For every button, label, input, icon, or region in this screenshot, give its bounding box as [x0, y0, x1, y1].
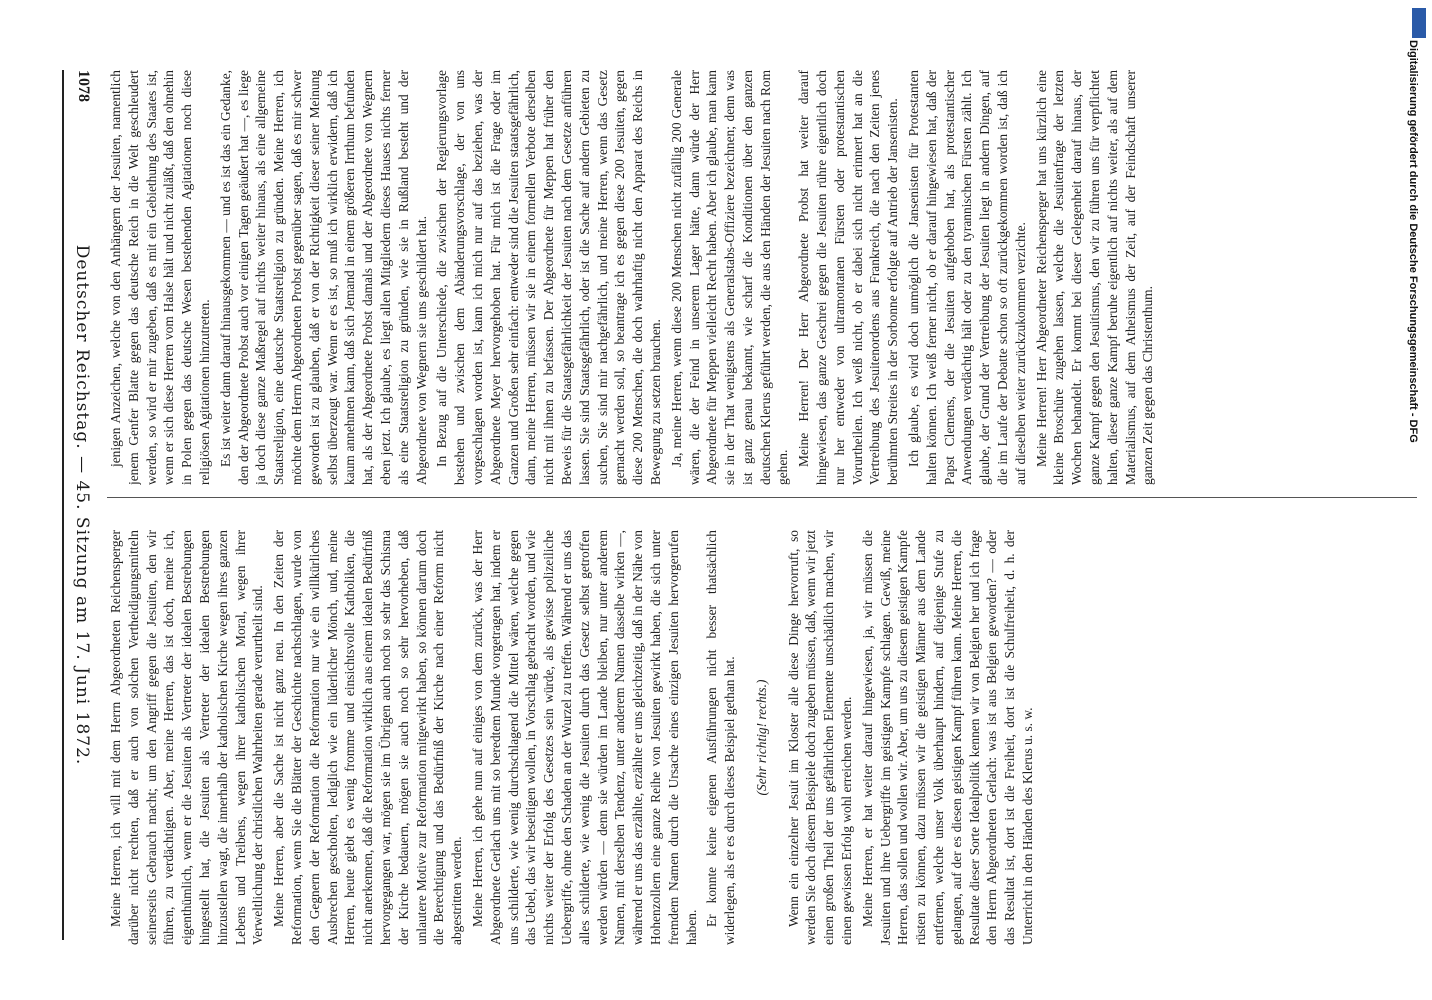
- paragraph: Meine Herren, ich gehe nun auf einiges von dem zurück, was der Herr Abgeordnete Gerlach uns mit so beredtem Munde vorgetragen hat, indem er uns schilderte, wie wenig durchschlagend die Mittel wären, welche gegen das Uebel, das wir beseitigen wollen, in Vorschlag gebracht worden, und wie nichts weiter der Erfolg des Gesetzes sein würde, als gewisse polizeiliche Uebergriffe, ohne den Schaden an der Wurzel zu treffen. Während er uns das alles schilderte, wie wenig die Jesuiten durch das Gesetz selbst getroffen werden würden — denn sie würden im Lande bleiben, nur unter anderem Namen, mit derselben Tendenz, unter anderem Namen dasselbe wirken —, während er uns das erzählte, erzählte er uns gleichzeitig, daß in der Nähe von Hohenzollern eine ganze Reihe von Jesuiten gewirkt haben, die sich unter fremdem Namen durch die Ursache eines einzigen Jesuiten hervorgerufen haben.: [469, 530, 699, 945]
- paragraph: Wenn ein einzelner Jesuit im Kloster alle diese Dinge hervorruft, so werden Sie doch diesem Beispiele doch zugeben müssen, daß, wenn wir jetzt einen großen Theil der uns gefährlichen Elemente unschädlich machen, wir einen gewissen Erfolg wohl erreichen werden.: [785, 530, 855, 945]
- text-column-right: [107, 530, 1417, 945]
- digitization-credit: Digitalisierung gefördert durch die Deutsche Forschungsgemeinschaft - DFG: [1407, 40, 1419, 443]
- paragraph: Meine Herren, er hat weiter darauf hingewiesen, ja, wir müssen die Jesuiten und ihre Uebergriffe im geistigen Kampfe schlagen. Gewiß, meine Herren, das sollen und wollen wir. Aber, um uns zu diesem geistigen Kampfe rüsten zu können, dazu müssen wir die geistigen Männer aus dem Lande entfernen, welche unser Volk überhaupt hindern, auf diejenige Stufe zu gelangen, auf der es diesen geistigen Kampf führen kann. Meine Herren, die Resultate dieser Sorte Idealpolitik kennen wir von Belgien her und ich frage den Herrn Abgeordneten Gerlach: was ist aus Belgien geworden? — oder das Resultat ist, dort ist die Freiheit, dort ist die Schulfreiheit, d. h. der Unterricht in den Händen des Klerus u. s. w.: [859, 530, 1036, 945]
- paragraph: Er konnte keine eigenen Ausführungen nicht besser thatsächlich widerlegen, als er es durch dieses Beispiel gethan hat.: [704, 530, 738, 945]
- paragraph: Es ist weiter dann darauf hinausgekommen — und es ist das ein Gedanke, den der Abgeordnete Probst auch vor einigen Tagen geäußert hat —, es liege ja doch diese ganze Maßregel auf nichts weiter hinaus, als eine allgemeine Staatsreligion, eine deutsche Staatsreligion zu gründen. Meine Herren, ich möchte dem Herrn Abgeordneten Probst gegenüber sagen, daß es mir schwer geworden ist zu glauben, daß er von der Richtigkeit dieser seiner Meinung selbst überzeugt war. Wenn er es ist, so muß ich wirklich erwidern, daß ich kaum annehmen kann, daß sich Jemand in einem größeren Irrthum befunden hat, als der Abgeordnete Probst damals und der Abgeordnete von Wegnern eben jetzt. Ich glaube, es liegt allen Mitgliedern dieses Hauses nichts ferner als eine Staatsreligion zu gründen, wie sie in Rußland besteht und der Abgeordnete von Wegnern sie uns geschildert hat.: [217, 70, 429, 485]
- paragraph: Meine Herren, aber die Sache ist nicht ganz neu. In den Zeiten der Reformation, wenn Sie die Blätter der Geschichte nachschlagen, wurde von den Gegnern der Reformation die Reformation nur wie ein willkürliches Ausbrechen gescholten, lediglich wie ein lüderlicher Mönch, und, meine Herren, heute giebt es wenig fromme und einsichtsvolle Katholiken, die nicht anerkennen, daß die Reformation wirklich aus einem idealen Bedürfniß hervorgegangen war, mögen sie im Übrigen auch noch so sehr das Schisma der Kirche bedauern, mögen sie auch noch so sehr hervorheben, daß unlautere Motive zur Reformation mitgewirkt haben, so können darum doch die Berechtigung und das Bedürfniß der Kirche nach einer Reform nicht abgestritten werden.: [271, 530, 465, 945]
- running-title: Deutscher Reichstag. — 45. Sitzung am 17. Juni 1872.: [72, 244, 92, 766]
- paragraph: Ich glaube, es wird doch unmöglich die Jansenisten für Protestanten halten können. Ich weiß ferner nicht, ob er darauf hingewiesen hat, daß der Papst Clemens, der die Jesuiten aufgehoben hat, als protestantischer Anwendungen verdächtig hält oder zu den tyrannischen Fürsten zählt. Ich glaube, der Grund der Vertreibung der Jesuiten liegt in andern Dingen, auf die im Laufe der Debatte schon so oft zurückgekommen worden ist, daß ich auf dieselben weiter zurückzukommen verzichte.: [906, 70, 1028, 485]
- text-column-left: [107, 70, 1417, 485]
- paragraph: jenigen Anzeichen, welche von den Anhängern der Jesuiten, namentlich jenem Genfer Blatte gegen das deutsche Reich in die Welt geschleudert werden, so wird er mir zugeben, daß es mit ein Gebiethung des Staates ist, wenn er sich diese Herren vom Halse hält und nicht zuläßt, daß den ohnehin in Polen gegen das deutsche Wesen bestehenden Agitationen noch diese religiösen Agitationen hinzutreten.: [108, 70, 212, 485]
- header-rule: [62, 70, 64, 940]
- paragraph: Meine Herren, ich will mit dem Herrn Abgeordneten Reichensperger darüber nicht rechten, daß er auch von solchen Vertheidigungsmitteln seinerseits Gebrauch macht; um den Angriff gegen die Jesuiten, den wir führen, zu verdächtigen. Aber, meine Herren, das ist doch, meine ich, eigenthümlich, wenn er die Jesuiten als Vertreter der idealen Bestrebungen hingestellt hat, die Jesuiten als Vertreter der idealen Bestrebungen hinzustellen wagt, die innerhalb der katholischen Kirche wegen ihres ganzen Lebens und Treibens, wegen ihrer katholischen Moral, wegen ihrer Verweltlichung der christlichen Wahrheiten gerade verurtheilt sind.: [108, 530, 266, 945]
- paragraph: Meine Herren! Herr Abgeordneter Reichensperger hat uns kürzlich eine kleine Broschüre zugehen lassen, welche die Jesuitenfrage der letzten Wochen behandelt. Er kommt bei dieser Gelegenheit darauf hinaus, der ganze Kampf gegen den Jesuitismus, den wir zu führen uns für verpflichtet halten, dieser ganze Kampf beruhe eigentlich auf nichts weiter, als auf dem Materialismus, auf dem Atheismus der Zeit, auf der Feindschaft unserer ganzen Zeit gegen das Christenthum.: [1033, 70, 1156, 485]
- paragraph: In Bezug auf die Unterschiede, die zwischen der Regierungsvorlage bestehen und zwischen dem Abänderungsvorschlage, der von uns vorgeschlagen worden ist, kann ich mich nur auf das beziehen, was der Abgeordnete Meyer hervorgehoben hat. Für mich ist die Frage oder im Ganzen und Großen sehr einfach: entweder sind die Jesuiten staatsgefährlich, dann, meine Herren, müssen wir sie in einem formellen Verbote derselben nicht mit ihnen zu befassen. Der Abgeordnete für Meppen hat früher den Beweis für die Staatsgefährlichkeit der Jesuiten nach dem Gesetze anführen lassen. Sie sind Staatsgefährlich, oder ist die Sache auf andern Gebieten zu suchen, Sie sind mir nachgefährlich, und meine Herren, wenn das Gesetz gemacht werden soll, so beantrage ich es gegen diese 200 Jesuiten, gegen diese 200 Menschen, die doch wahrhaftig nicht den Apparat des Reichs in Bewegung zu setzen brauchen.: [434, 70, 663, 485]
- interjection: (Sehr richtig! rechts.): [753, 679, 769, 796]
- running-header: [52, 70, 92, 940]
- page-number: 1078: [75, 70, 92, 102]
- dfg-logo-badge: [1412, 8, 1426, 38]
- paragraph: Ja, meine Herren, wenn diese 200 Menschen nicht zufällig 200 Generale wären, die der Feind in unserem Lager hätte, dann würde der Herr Abgeordnete für Meppen vielleicht Recht haben. Aber ich glaube, man kann sie in der That wenigstens als Generalstabs-Offiziere bezeichnen; denn was ist ganz genau bekannt, wie scharf die Konditionen über den ganzen deutschen Klerus geführt werden, die aus den Händen der Jesuiten nach Rom gehen.: [668, 70, 791, 485]
- paragraph: Meine Herren! Der Herr Abgeordnete Probst hat weiter darauf hingewiesen, das ganze Geschrei gegen die Jesuiten rühre eigentlich doch nur her entweder von ultramontanen Fürsten oder protestantischen Vorurtheilen. Ich weiß nicht, ob er dabei sich nicht erinnert hat an die Vertreibung des Jesuitenordens aus Frankreich, die nach den Zeiten jenes berühmten Streites in der Sorbonne erfolgte auf Antrieb der Jansenisten.: [796, 70, 901, 485]
- column-divider: [107, 497, 1417, 498]
